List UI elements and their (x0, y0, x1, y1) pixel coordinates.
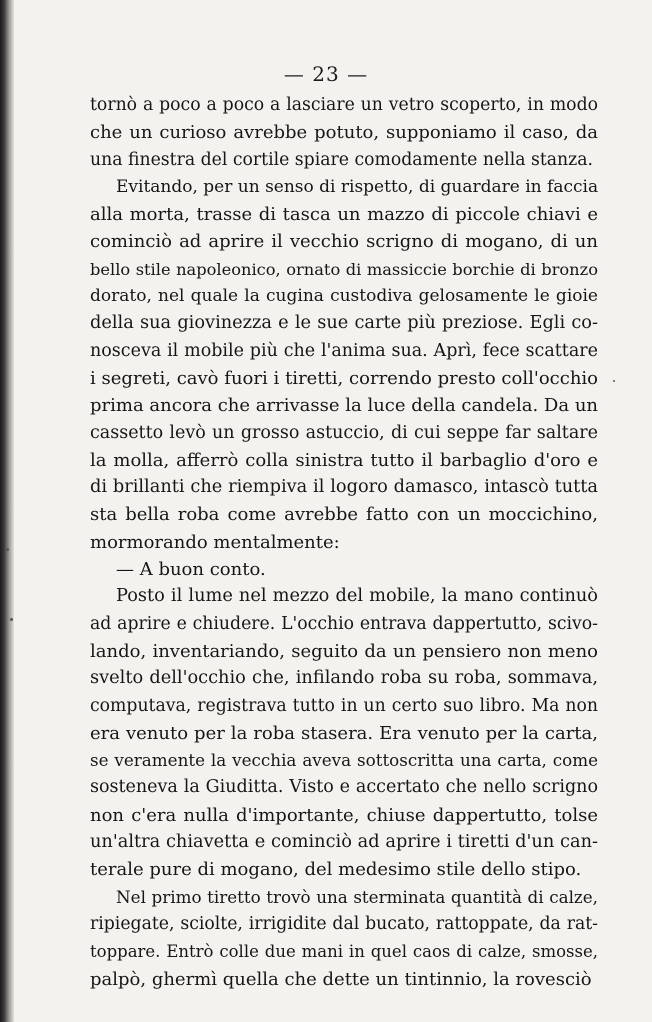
paragraph (90, 92, 598, 174)
text-line: computava, registrava tutto in un certo suo libro. Ma non (90, 695, 598, 716)
text-line: alla morta, trasse di tasca un mazzo di piccole chiavi e (90, 204, 598, 226)
text-line: — A buon conto. (116, 559, 266, 581)
text-line: della sua giovinezza e le sue carte più preziose. Egli co- (90, 313, 598, 334)
binding-shadow (0, 0, 14, 1022)
text-line: svelto dell'occhio che, infilando roba su roba, sommava, (90, 668, 598, 689)
text-line: una finestra del cortile spiare comodamente nella stanza. (90, 149, 594, 170)
text-line: ripiegate, sciolte, irrigidite dal bucato, rattoppate, da rat- (90, 913, 598, 934)
paragraph (90, 174, 598, 556)
text-line: tornò a poco a poco a lasciare un vetro scoperto, in modo (90, 95, 598, 115)
text-line: lando, inventariando, seguito da un pensiero non meno (90, 640, 598, 662)
text-line: Nel primo tiretto trovò una sterminata quantità di calze, (116, 886, 598, 907)
text-line: dorato, nel quale la cugina custodiva gelosamente le gioie (90, 286, 598, 307)
scan-speck (6, 548, 9, 551)
text-line: nosceva il mobile più che l'anima sua. Aprì, fece scattare (90, 340, 598, 361)
scan-speck (10, 618, 13, 621)
text-line: Evitando, per un senso di rispetto, di guardare in faccia (116, 176, 599, 197)
text-line: di brillanti che riempiva il logoro damasco, intascò tutta (90, 477, 598, 498)
paragraph (90, 583, 598, 883)
text-line: sosteneva la Giuditta. Visto e accertato che nello scrigno (90, 777, 598, 798)
scan-speck (613, 380, 615, 382)
text-line: un'altra chiavetta e cominciò ad aprire i tiretti d'un can- (90, 832, 598, 853)
paragraph (90, 556, 598, 583)
text-line: sta bella roba come avrebbe fatto con un moccichino, (90, 504, 598, 526)
text-line: bello stile napoleonico, ornato di massiccie borchie di bronzo (90, 259, 598, 279)
text-line: cassetto levò un grosso astuccio, di cui seppe far saltare (90, 422, 598, 443)
text-line: era venuto per la roba stasera. Era venuto per la carta, (90, 722, 598, 744)
text-line: non c'era nulla d'importante, chiuse dappertutto, tolse (90, 804, 598, 826)
text-line: palpò, ghermì quella che dette un tintinnio, la rovesciò (90, 968, 592, 990)
body-text (90, 92, 598, 993)
text-line: terale pure di mogano, del medesimo stile dello stipo. (90, 859, 582, 881)
text-line: Posto il lume nel mezzo del mobile, la mano continuò (116, 586, 598, 607)
text-line: i segreti, cavò fuori i tiretti, correndo presto coll'occhio (90, 367, 598, 389)
text-line: ad aprire e chiudere. L'occhio entrava dappertutto, scivo- (90, 613, 598, 634)
text-line: la molla, afferrò colla sinistra tutto il barbaglio d'oro e (90, 449, 598, 471)
text-line: se veramente la vecchia aveva sottoscritta una carta, come (90, 750, 598, 771)
text-line: che un curioso avrebbe potuto, supponiamo il caso, da (90, 122, 598, 144)
text-line: toppare. Entrò colle due mani in quel caos di calze, smosse, (90, 942, 598, 962)
paragraph (90, 884, 598, 993)
text-line: prima ancora che arrivasse la luce della candela. Da un (90, 395, 598, 417)
page-number: — 23 — (283, 62, 369, 86)
text-line: mormorando mentalmente: (90, 531, 340, 553)
text-line: cominciò ad aprire il vecchio scrigno di mogano, di un (90, 231, 598, 253)
